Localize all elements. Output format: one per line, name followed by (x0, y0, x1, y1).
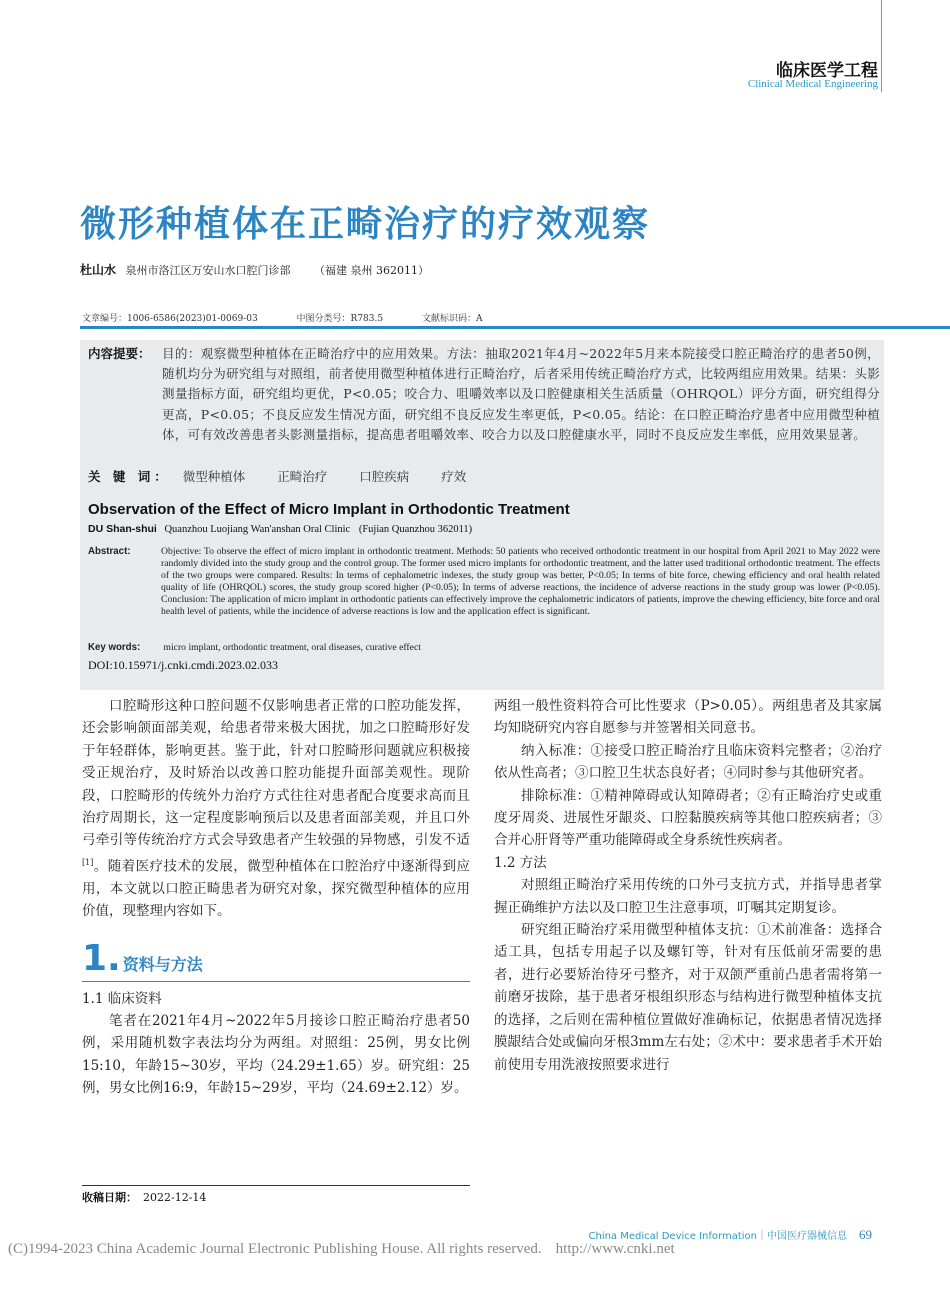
abstract-en (88, 546, 880, 619)
keyword-cn: 微型种植体 (182, 469, 246, 484)
received-value: 2022-12-14 (143, 1191, 207, 1204)
header-divider (881, 0, 882, 92)
keywords-en-list: micro implant, orthodontic treatment, oral diseases, curative effect (163, 642, 421, 653)
citation-ref[interactable]: [1] (82, 857, 94, 867)
intro-text-tail: 。随着医疗技术的发展，微型种植体在口腔治疗中逐渐得到应用，本文就以口腔正畸患者为研究对象，探究微型种植体的应用价值，现整理内容如下。 (82, 858, 470, 920)
abstract-cn-text: 目的：观察微型种植体在正畸治疗中的应用效果。方法：抽取2021年4月~2022年5月来本院接受口腔正畸治疗的患者50例，随机均分为研究组与对照组，前者使用微型种植体进行正畸治疗，后者采用传统正畸治疗方式，比较两组应用效果。结果：头影测量指标方面，研究组均更优，P<0.05；咬合力、咀嚼效率以及口腔健康相关生活质量（OHRQOL）评分方面，研究组得分更高，P<0.05；不良反应发生情况方面，研究组不良反应发生率更低，P<0.05。结论：在口腔正畸治疗患者中应用微型种植体，可有效改善患者头影测量指标，提高患者咀嚼效率、咬合力以及口腔健康水平，同时不良反应发生率低，应用效果显著。 (162, 346, 880, 442)
page-number: 69 (859, 1227, 872, 1242)
journal-name-en: Clinical Medical Engineering (747, 78, 878, 90)
section-heading (82, 937, 470, 982)
cnki-url[interactable]: http://www.cnki.net (555, 1241, 675, 1257)
author-name: 杜山水 (80, 263, 117, 277)
intro-paragraph (82, 695, 470, 923)
paragraph: 两组一般性资料符合可比性要求（P>0.05）。两组患者及其家属均知晓研究内容自愿参与并签署相关同意书。 (494, 698, 882, 737)
english-title: Observation of the Effect of Micro Implant in Orthodontic Treatment (88, 501, 570, 518)
author-line (80, 261, 429, 278)
body-column-right (494, 695, 882, 1076)
abstract-en-label: Abstract: (88, 546, 131, 557)
received-date (82, 1185, 470, 1205)
section-label: 资料与方法 (122, 954, 203, 974)
paragraph: 笔者在2021年4月~2022年5月接诊口腔正畸治疗患者50例，采用随机数字表法均分为两组。对照组：25例，男女比例15:10，年龄15~30岁，平均（24.29±1.65）岁。研究组：25例，男女比例16:9，年龄15~29岁，平均（24.69±2.12）岁。 (82, 1012, 470, 1097)
paragraph: 纳入标准：①接受口腔正畸治疗且临床资料完整者；②治疗依从性高者；③口腔卫生状态良好者；④同时参与其他研究者。 (494, 742, 882, 782)
body-column-left (82, 695, 470, 1100)
article-title: 微形种植体在正畸治疗的疗效观察 (80, 204, 651, 245)
keywords-en-label: Key words: (88, 642, 141, 653)
abstract-box (80, 340, 884, 690)
footer-journal: China Medical Device Information｜中国医疗器械信息 (588, 1231, 847, 1242)
received-label: 收稿日期： (82, 1191, 137, 1204)
intro-text: 口腔畸形这种口腔问题不仅影响患者正常的口腔功能发挥，还会影响颌面部美观，给患者带来极大困扰，加之口腔畸形好发于年轻群体，影响更甚。鉴于此，针对口腔畸形问题就应积极接受正规治疗，及时矫治以改善口腔功能提升面部美观性。现阶段，口腔畸形的传统外力治疗方式往往对患者配合度要求高而且治疗周期长，这一定程度影响预后以及患者面部美观，并且口外弓牵引等传统治疗方式会导致患者产生较强的异物感，引发不适 (82, 698, 470, 849)
doi[interactable]: DOI:10.15971/j.cnki.cmdi.2023.02.033 (88, 658, 278, 672)
keywords-cn-label: 关 键 词： (88, 469, 171, 484)
english-author: DU Shan-shui (88, 523, 157, 535)
abstract-cn-label: 内容提要： (88, 346, 151, 361)
keyword-cn: 疗效 (441, 469, 467, 484)
meta-rule (80, 326, 950, 329)
journal-name-cn: 临床医学工程 (776, 61, 878, 81)
article-meta (82, 311, 518, 324)
clc-number: 中图分类号：R783.5 (296, 314, 384, 324)
article-number: 文章编号：1006-6586(2023)01-0069-03 (82, 314, 258, 324)
author-location: （福建 泉州 362011） (314, 264, 429, 277)
abstract-cn (88, 344, 880, 445)
author-affiliation: 泉州市洛江区万安山水口腔门诊部 (125, 264, 291, 277)
english-author-line (88, 523, 472, 535)
keyword-cn: 正畸治疗 (277, 469, 328, 484)
paragraph: 研究组正畸治疗采用微型种植体支抗：①术前准备：选择合适工具，包括专用起子以及螺钉等，针对有压低前牙需要的患者，进行必要矫治待牙弓整齐，对于双颌严重前凸患者需将第一前磨牙拔除，基于患者牙根组织形态与结构进行微型种植体支抗的选择，之后则在需种植位置做好准确标记，依据患者情况选择膜龈结合处或偏向牙根3mm左右处；②术中：要求患者手术开始前使用专用洗液按照要求进行 (494, 922, 882, 1073)
copyright-line (8, 1241, 689, 1258)
section-number: 1. (82, 937, 121, 979)
document-code: 文献标识码：A (421, 314, 483, 324)
subsection-heading: 1.2 方法 (494, 854, 547, 871)
keyword-cn: 口腔疾病 (359, 469, 410, 484)
paragraph: 排除标准：①精神障碍或认知障碍者；②有正畸治疗史或重度牙周炎、进展性牙龈炎、口腔黏膜疾病等其他口腔疾病者；③合并心肝肾等严重功能障碍或全身系统性疾病者。 (494, 787, 882, 849)
abstract-en-text: Objective: To observe the effect of micro implant in orthodontic treatment. Methods: 50 patients who received orthodontic treatment in our hospital from April 2021 to May 2022 were randomly divided into the study group and the control group. The former used micro implants for orthodontic treatment, and the latter used traditional orthodontic treatment. The effects of the two groups were compared. Results: In terms of cephalometric indexes, the study group was better, P<0.05; In terms of bite force, chewing efficiency and oral health related quality of life (OHRQOL) scores, the study group scored higher (P<0.05); In terms of adverse reactions, the incidence of adverse reactions in the study group was lower (P<0.05). Conclusion: The application of micro implant in orthodontic patients can effectively improve the cephalometric indicators of patients, improve the chewing efficiency, bite force and oral health level of patients, while the incidence of adverse reactions is low and the application effect is significant. (161, 546, 880, 618)
copyright-text: (C)1994-2023 China Academic Journal Electronic Publishing House. All rights reserved. (8, 1241, 542, 1257)
keywords-cn (88, 467, 494, 485)
keywords-en (88, 642, 421, 653)
english-affiliation: Quanzhou Luojiang Wan'anshan Oral Clinic (164, 524, 351, 535)
english-location: (Fujian Quanzhou 362011) (358, 524, 473, 535)
paragraph: 对照组正畸治疗采用传统的口外弓支抗方式，并指导患者掌握正确维护方法以及口腔卫生注意事项，叮嘱其定期复诊。 (494, 877, 882, 916)
subsection-heading: 1.1 临床资料 (82, 990, 162, 1007)
